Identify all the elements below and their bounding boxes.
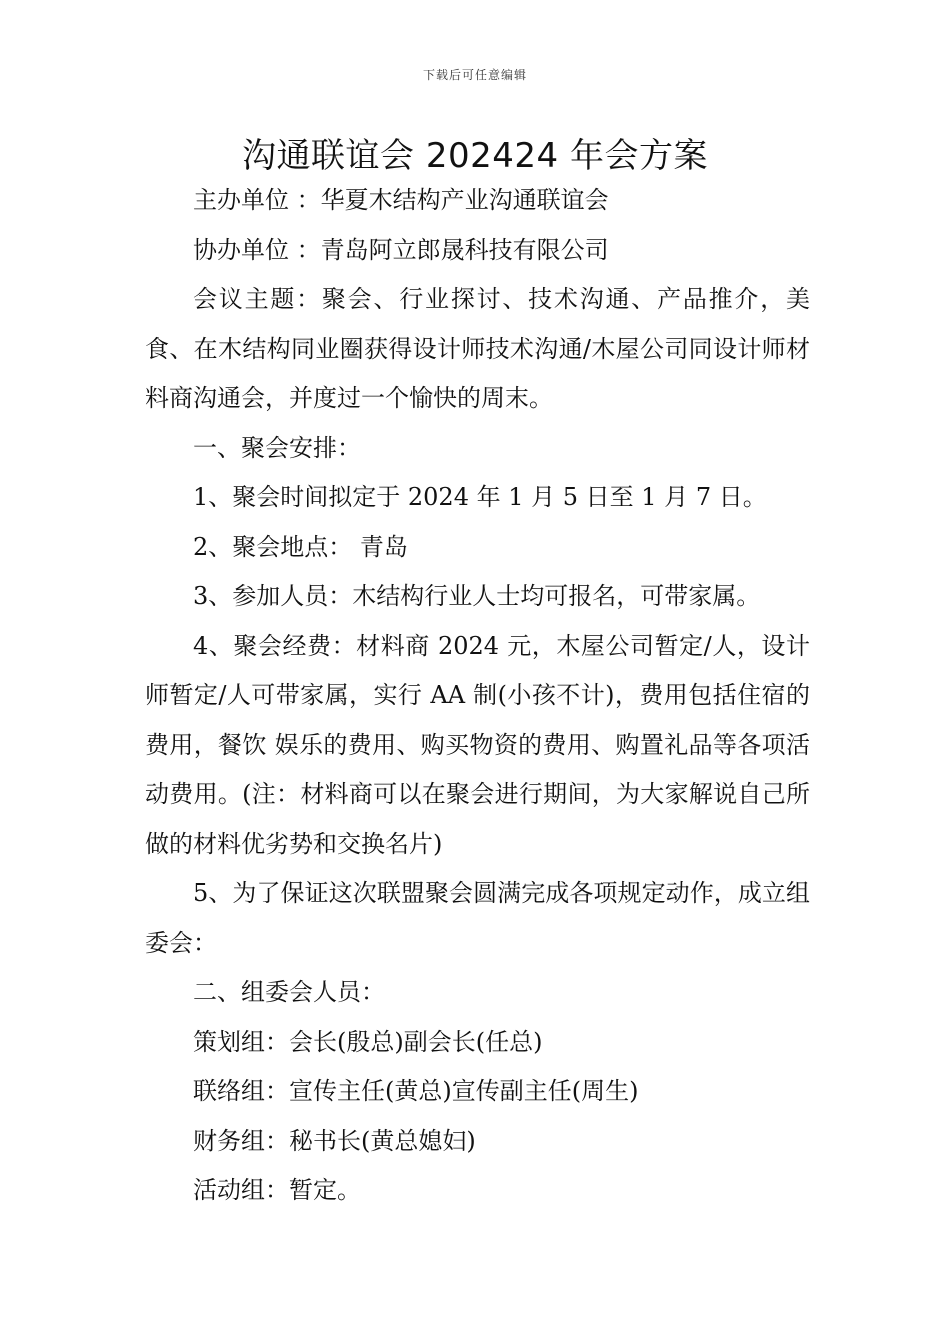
paragraph-committee: 5、为了保证这次联盟聚会圆满完成各项规定动作，成立组委会： <box>145 879 810 957</box>
header-note: 下载后可任意编辑 <box>422 68 527 82</box>
document-body <box>145 176 810 1216</box>
paragraph-organizer: 主办单位 ：华夏木结构产业沟通联谊会 <box>193 186 609 214</box>
paragraph-expenses: 4、聚会经费：材料商 2024 元，木屋公司暂定/人，设计师暂定/人可带家属，实行 AA 制(小孩不计)，费用包括住宿的费用，餐饮 娱乐的费用、购买物资的费用、购置礼品等各项活动费用。(注：材料商可以在聚会进行期间，为大家解说自己所做的材料优劣势和交换名片) <box>145 631 810 858</box>
paragraph-liaison-group: 联络组：宣传主任(黄总)宣传副主任(周生) <box>193 1077 639 1105</box>
paragraph-planning-group: 策划组：会长(殷总)副会长(任总) <box>193 1027 543 1056</box>
section-heading-committee-members: 二、组委会人员： <box>193 978 385 1006</box>
section-heading-arrangement: 一、聚会安排： <box>193 433 361 462</box>
document-title: 沟通联谊会 202424 年会方案 <box>242 136 708 176</box>
paragraph-participants: 3、参加人员：木结构行业人士均可报名，可带家属。 <box>193 582 761 610</box>
paragraph-location: 2、聚会地点： 青岛 <box>193 532 408 561</box>
paragraph-finance-group: 财务组：秘书长(黄总媳妇) <box>193 1126 476 1155</box>
paragraph-activity-group: 活动组：暂定。 <box>193 1176 361 1204</box>
paragraph-time: 1、聚会时间拟定于 2024 年 1 月 5 日至 1 月 7 日。 <box>193 483 767 511</box>
paragraph-co-organizer: 协办单位 ：青岛阿立郎晟科技有限公司 <box>193 235 609 264</box>
paragraph-theme: 会议主题：聚会、行业探讨、技术沟通、产品推介，美食、在木结构同业圈获得设计师技术沟通/木屋公司同设计师材料商沟通会，并度过一个愉快的周末。 <box>145 285 810 412</box>
